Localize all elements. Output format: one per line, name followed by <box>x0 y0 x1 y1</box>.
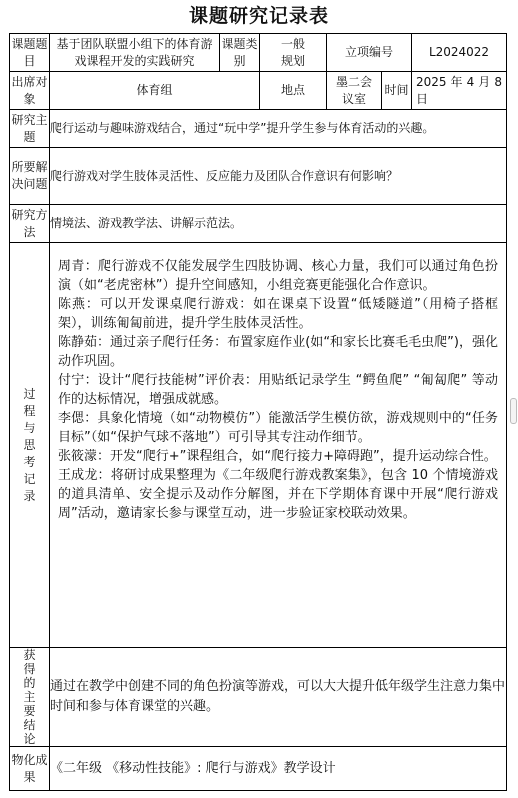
label-conclusion-char: 结 <box>23 718 36 732</box>
process-entry: 周青：爬行游戏不仅能发展学生四肢协调、核心力量，我们可以通过角色扮演（如“老虎密林”）提升空间感知，小组竞赛更能强化合作意识。 <box>58 259 499 293</box>
label-process-char: 过 <box>23 386 36 401</box>
row-topic <box>10 34 507 72</box>
process-entry: 王成龙：将研讨成果整理为《二年级爬行游戏教案集》，包含 10 个情境游戏的道具清单、安全提示及动作分解图，并在下学期体育课中开展“爬行游戏周”活动，邀请家长参与课堂互动，进一步验证家校联动效果。 <box>58 468 499 521</box>
label-conclusion-char: 的 <box>23 676 36 690</box>
label-process-char: 录 <box>23 488 36 503</box>
label-process-char: 与 <box>23 420 36 435</box>
value-conclusion: 通过在教学中创建不同的角色扮演等游戏，可以大大提升低年级学生注意力集中时间和参与体育课堂的兴趣。 <box>50 648 507 747</box>
label-process-char: 程 <box>23 403 36 418</box>
value-participants: 体育组 <box>50 72 260 110</box>
label-conclusion-char: 主 <box>23 690 36 704</box>
process-entry: 陈燕：可以开发课桌爬行游戏：如在课桌下设置“低矮隧道”（用椅子搭框架），训练匍匐前进，提升学生肢体灵活性。 <box>58 297 499 331</box>
label-location: 地点 <box>260 72 327 110</box>
label-conclusion-char: 获 <box>23 648 36 662</box>
row-participants <box>10 72 507 110</box>
label-results: 物化成果 <box>10 747 50 791</box>
value-results: 《二年级 《移动性技能》: 爬行与游戏》教学设计 <box>50 747 507 791</box>
label-conclusion-char: 要 <box>23 704 36 718</box>
row-results <box>10 747 507 791</box>
research-record-table <box>9 33 507 791</box>
label-topic-name: 课题题目 <box>10 34 50 72</box>
value-problem: 爬行游戏对学生肢体灵活性、反应能力及团队合作意识有何影响？ <box>50 148 507 205</box>
row-problem <box>10 148 507 205</box>
label-time: 时间 <box>382 72 412 110</box>
value-topic-type: 一般规划 <box>260 34 327 72</box>
value-topic-name: 基于团队联盟小组下的体育游戏课程开发的实践研究 <box>50 34 220 72</box>
label-process <box>10 243 50 648</box>
label-methods: 研究方法 <box>10 205 50 243</box>
label-conclusion <box>10 648 50 747</box>
label-process-char: 思 <box>23 437 36 452</box>
label-project-no: 立项编号 <box>327 34 412 72</box>
row-research-theme <box>10 110 507 148</box>
label-conclusion-char: 得 <box>23 662 36 676</box>
row-conclusion <box>10 648 507 747</box>
label-conclusion-char: 论 <box>23 732 36 746</box>
process-entry: 付宁：设计“爬行技能树”评价表：用贴纸记录学生 “鳄鱼爬” “匍匐爬” 等动作的达标情况，增强成就感。 <box>58 373 499 407</box>
row-methods <box>10 205 507 243</box>
page-title: 课题研究记录表 <box>188 5 329 27</box>
scrollbar-handle[interactable] <box>510 398 517 424</box>
label-problem: 所要解决问题 <box>10 148 50 205</box>
value-research-theme: 爬行运动与趣味游戏结合，通过“玩中学”提升学生参与体育活动的兴趣。 <box>50 110 507 148</box>
row-process <box>10 243 507 648</box>
label-process-char: 记 <box>23 471 36 486</box>
value-project-no: L2024022 <box>412 34 507 72</box>
process-entry: 张筱濛：开发“爬行+”课程组合，如“爬行接力+障碍跑”，提升运动综合性。 <box>58 449 497 464</box>
process-notes <box>50 243 507 648</box>
process-entry: 李偲：具象化情境（如“动物模仿”）能激活学生模仿欲，游戏规则中的“任务目标”（如“保护气球不落地”）可引导其专注动作细节。 <box>58 411 499 445</box>
label-process-char: 考 <box>23 454 36 469</box>
value-time: 2025 年 4 月 8 日 <box>412 72 507 110</box>
label-topic-type: 课题类别 <box>220 34 260 72</box>
process-entry: 陈静茹：通过亲子爬行任务：布置家庭作业(如“和家长比赛毛毛虫爬”)，强化动作巩固。 <box>58 335 499 369</box>
label-research-theme: 研究主题 <box>10 110 50 148</box>
label-participants: 出席对象 <box>10 72 50 110</box>
value-methods: 情境法、游戏教学法、讲解示范法。 <box>50 205 507 243</box>
value-location: 墨二会议室 <box>327 72 382 110</box>
